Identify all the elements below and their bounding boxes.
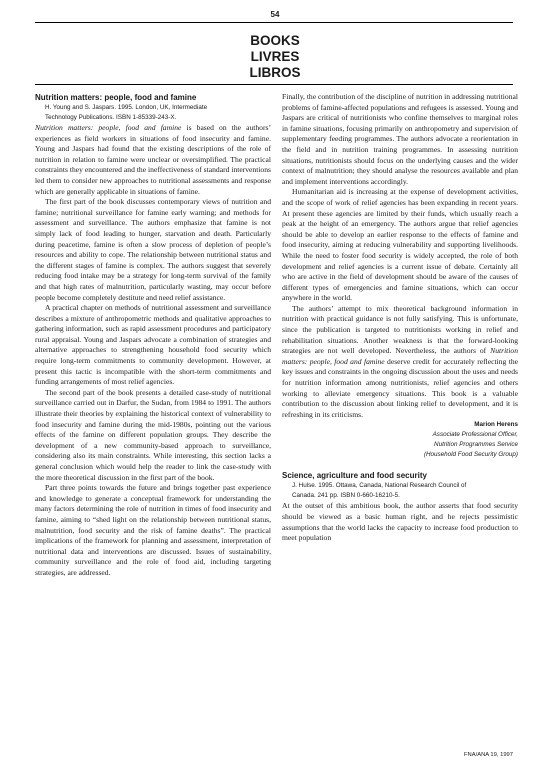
review-paragraph: Humanitarian aid is increasing at the expense of development activities, and the scope of work of relief agencies has been expanding in recent years. At present these agencies are limited by their funds, which usually reach a peak at the height of an emergency. The authors argue that relief agencies should be able to develop an earlier response to the effects of famine and food insecurity, aiming at reducing vulnerability and supporting livelihoods. While the need to foster food security is widely accepted, the role of both development and relief agencies is a current issue of debate. Certainly all who are active in the field of development should be aware of the causes of different types of emergencies and famine situations, which can occur anywhere in the world.: [282, 187, 518, 303]
review-citation-line2: Canada. 241 pp. ISBN 0-660-16210-5.: [292, 492, 400, 500]
section-rule: [35, 84, 513, 85]
reviewer-unit: Nutrition Programmes Service: [434, 441, 518, 449]
review-paragraph: The second part of the book presents a detailed case-study of nutritional surveillance carried out in Darfur, the Sudan, from 1984 to 1991. The authors illustrate their theories by explaining the historical context of vulnerability to food insecurity and famine during the mid-1980s, pointing out the various effects of the famine on different population groups. They describe the development of a new community-based approach to surveillance, considering also its main constraints. While interesting, this section lacks a general conclusion which would help the reader to link the case-study with the more theoretical discussion in the first part of the book.: [35, 387, 271, 482]
review-paragraph: The first part of the book discusses contemporary views of nutrition and famine; nutritional surveillance for famine early warning; and methods for assessment and surveillance. The authors emphasize that famine is not simply lack of food leading to hunger, starvation and death. Particularly during peacetime, famine is often a slow process of depletion of people’s resources and ability to cope. The relationship between nutritional status and the different stages of famine is complex. The authors suggest that severely reducing food intake may be a strategy for long-term survival of the family and that high rates of malnutrition, particularly wasting, may occur before people become completely destitute and need relief assistance.: [35, 197, 271, 302]
review-citation-line1: J. Hulse. 1995. Ottawa, Canada, National Research Council of: [292, 482, 467, 490]
review-citation-line2: Technology Publications. ISBN 1-85339-243-X.: [45, 114, 177, 121]
review-paragraph: A practical chapter on methods of nutritional assessment and surveillance describes a mixture of anthropometric methods and qualitative approaches to gathering information, such as rapid assessment procedures and participatory rural appraisal. Young and Jaspars advocate a combination of strategies and alternative approaches to strengthening household food security which require long-term commitments to community development. However, at present this tactic is incompatible with the short-term commitments and funding arrangements of most relief agencies.: [35, 303, 271, 387]
book-title-italic: Nutrition matters: people, food and famine: [35, 123, 182, 132]
review-paragraph: [282, 304, 518, 421]
paragraph-text: is based on the authors’ experiences as field workers in situations of food insecurity and famine. Young and Jaspars had found that the existing descriptions of the role of nutrition in relation to famine were unclear or oversimplified. The practical constraints they encountered and the ineffectiveness of standard interventions led them to consider new approaches to nutritional assessments and response which are generally applicable in situations of famine.: [35, 123, 271, 196]
book-title-italic: Nutrition matters: people, food and famine: [282, 346, 518, 366]
reviewer-group: (Household Food Security Group): [423, 451, 518, 459]
top-rule: [35, 22, 513, 23]
journal-footer: FNA/ANA 19, 1997: [464, 752, 513, 758]
section-titles: [0, 33, 550, 81]
left-column: [35, 92, 271, 579]
page-number: 54: [270, 10, 280, 19]
review-paragraph: Part three points towards the future and brings together past experience and knowledge to generate a conceptual framework for understanding the many factors determining the role of nutrition in times of food insecurity and famine, aiming to “shed light on the relationship between nutritional status, malnutrition, food security and the risk of famine deaths”. The practical implications of the framework for planning and assessment, interpretation of nutritional data and interventions are discussed. Issues of sustainability, community surveillance and the role of food aid, including targeting strategies, are addressed.: [35, 483, 271, 577]
reviewer-signature: [282, 420, 518, 460]
review-citation-line1: H. Young and S. Jaspars. 1995. London, UK, Intermediate: [45, 104, 208, 111]
review-title: Nutrition matters: people, food and famine: [35, 93, 197, 102]
paragraph-text: The authors’ attempt to mix theoretical background information in nutrition with practical guidance is not fully satisfying. This is unfortunate, since the publication is targeted to nutritionists working in relief and rehabilitation situations. Another weakness is that the forward-looking strategies are not well developed. Nevertheless, the authors of: [282, 303, 518, 356]
right-column: [282, 92, 518, 544]
review-paragraph: [35, 123, 271, 197]
paragraph-text: deserve credit for accurately reflecting the key issues and constraints in the ongoing discussion about the uses and needs for nutrition information among nutritionists, relief agencies and others working to alleviate emergency situations. This book is a valuable contribution to the discussion about linking relief to development, and it is refreshing in its criticisms.: [282, 356, 518, 419]
review-paragraph: At the outset of this ambitious book, the author asserts that food security should be viewed as a basic human right, and he rejects pessimistic assumptions that the world lacks the capacity to increase food production to meet population: [282, 501, 518, 543]
reviewer-name: Marion Herens: [474, 421, 518, 429]
section-title-es: LIBROS: [249, 65, 301, 80]
section-title-fr: LIVRES: [250, 49, 300, 64]
reviewer-title: Associate Professional Officer,: [432, 431, 518, 439]
review-paragraph: Finally, the contribution of the discipline of nutrition in addressing nutritional problems of famine-affected populations and refugees is assessed. Young and Jaspars are critical of nutritionists who confine themselves to marginal roles in famine situations, focusing primarily on anthropometry and supervision of supplementary feeding programmes. The authors advocate a reorientation in the field and in nutrition training programmes. In assessing nutrition situations, nutritionists should focus on the underlying causes and the wider context of malnutrition; they should analyse the resources available and plan and implement interventions accordingly.: [282, 92, 518, 186]
section-title-en: BOOKS: [250, 33, 300, 48]
review-title: Science, agriculture and food security: [282, 471, 427, 481]
